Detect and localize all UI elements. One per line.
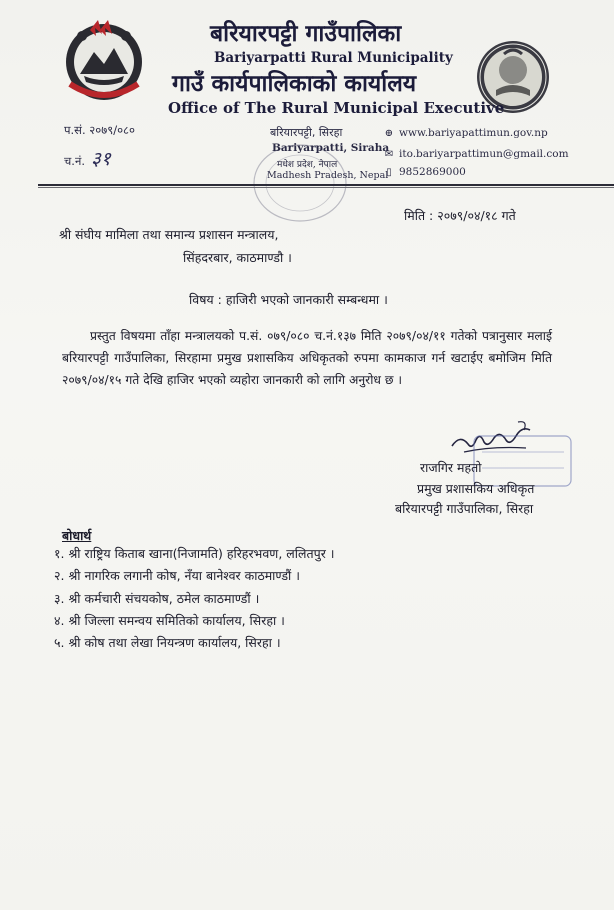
letter-subject: विषय : हाजिरी भएको जानकारी सम्बन्धमा ।: [189, 292, 388, 307]
addressee-line-1: श्री संघीय मामिला तथा समान्य प्रशासन मन्त्रालय,: [59, 227, 279, 242]
cc-list-item: ३. श्री कर्मचारी संचयकोष, ठमेल काठमाण्डौं ।: [54, 591, 260, 606]
email-text: ito.bariyarpattimun@gmail.com: [399, 148, 569, 160]
signatory-office: बरियारपट्टी गाउँपालिका, सिरहा: [395, 501, 534, 516]
nepal-government-emblem-icon: [60, 14, 148, 106]
website-text: www.bariyapattimun.gov.np: [399, 127, 548, 139]
cc-list-item: ४. श्री जिल्ला समन्वय समितिको कार्यालय, सिरहा ।: [54, 613, 285, 628]
letter-body: [62, 325, 552, 391]
addressee-line-2: सिंहदरबार, काठमाण्डौ ।: [183, 250, 292, 265]
header-divider-thin: [38, 187, 614, 188]
chalani-number-handwritten: ३१: [91, 148, 111, 170]
municipality-name-english: Bariyarpatti Rural Municipality: [214, 50, 453, 66]
header-divider: [38, 184, 614, 186]
cc-list-item: १. श्री राष्ट्रिय किताब खाना(निजामति) हरिहरभवण, ललितपुर ।: [54, 546, 335, 561]
signatory-name: राजगिर महतो: [420, 460, 482, 475]
mobile-phone-icon: ▯: [386, 167, 392, 178]
municipality-name-nepali: बरियारपट्टी गाउँपालिका: [210, 21, 402, 47]
province-nepali: मधेश प्रदेश, नेपाल: [277, 160, 338, 170]
globe-icon: ⊕: [384, 128, 394, 139]
letter-date: मिति : २०७९/०४/१८ गते: [404, 208, 516, 223]
cc-list-item: ५. श्री कोष तथा लेखा नियन्त्रण कार्यालय, सिरहा ।: [54, 635, 281, 650]
office-name-english: Office of The Rural Municipal Executive: [168, 99, 505, 117]
office-name-nepali: गाउँ कार्यपालिकाको कार्यालय: [172, 71, 417, 97]
address-english: Bariyarpatti, Siraha: [272, 142, 390, 154]
address-nepali: बरियारपट्टी, सिरहा: [270, 126, 343, 139]
contact-phone: [382, 166, 466, 178]
cc-heading: बोधार्थ: [62, 528, 92, 543]
province-english: Madhesh Pradesh, Nepal: [267, 170, 389, 181]
signatory-title: प्रमुख प्रशासकिय अधिकृत: [417, 481, 535, 496]
patra-sankhya: प.सं. २०७९/०८०: [64, 123, 136, 137]
phone-text: 9852869000: [399, 166, 466, 178]
envelope-icon: ✉: [384, 149, 394, 160]
cc-list-item: २. श्री नागरिक लगानी कोष, नँया बानेश्वर काठमाण्डौं ।: [54, 568, 300, 583]
chalani-label: च.नं.: [64, 154, 85, 168]
contact-email: [382, 148, 569, 160]
letter-body-text: प्रस्तुत विषयमा ताँहा मन्त्रालयको प.सं. ०७९/०८० च.नं.१३७ मिति २०७९/०४/११ गतेको पत्रानुसार मलाई बरियारपट्टी गाउँपालिका, सिरहामा प्रमुख प्रशासकिय अधिकृतको रुपमा कामकाज गर्न खटाईए बमोजिम मिति २०७९/०४/१५ गते देखि हाजिर भएको व्यहोरा जानकारी को लागि अनुरोध छ ।: [62, 329, 552, 387]
chalani-number: [64, 145, 111, 171]
contact-website: [382, 127, 548, 139]
